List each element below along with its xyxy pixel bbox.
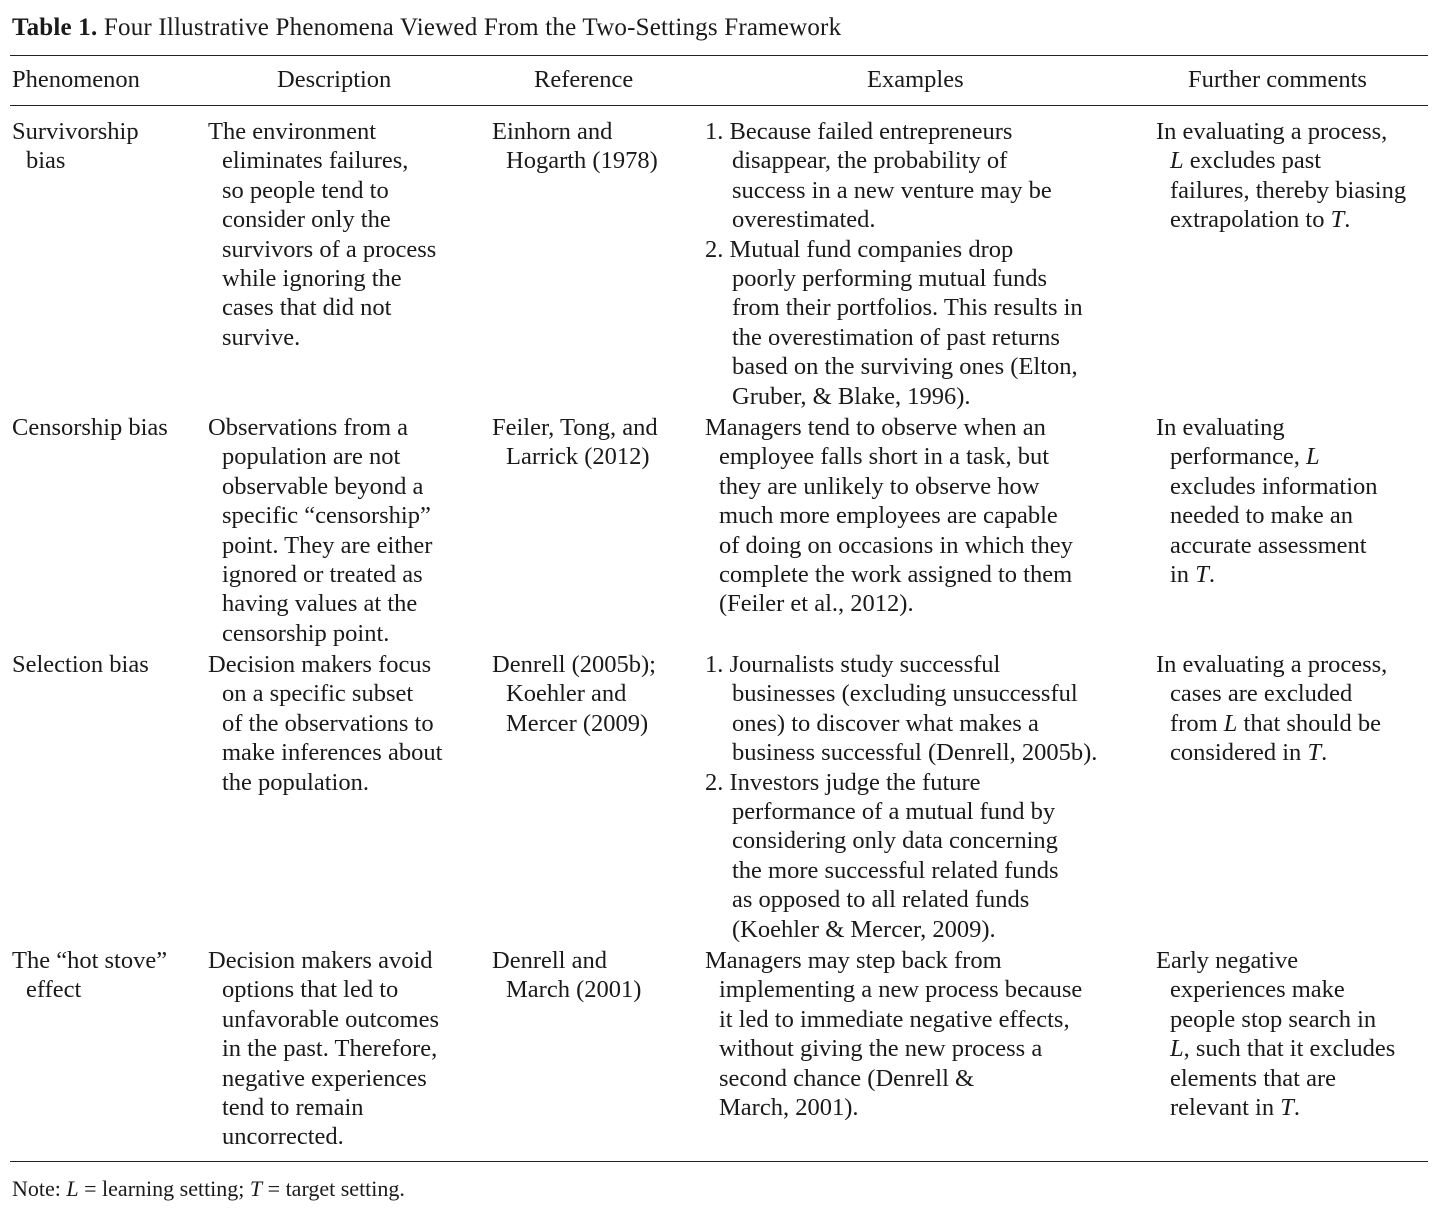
cell-line: Managers tend to observe when an <box>705 414 1046 441</box>
cell-line: in the past. Therefore, <box>222 1035 438 1063</box>
phenomenon-cell <box>12 413 168 442</box>
cell-line: elements that are <box>1170 1064 1336 1092</box>
cell-line: employee falls short in a task, but <box>719 443 1049 471</box>
cell-line: on a specific subset <box>222 680 414 708</box>
cell-line: Feiler, Tong, and <box>492 414 658 441</box>
math-variable: L <box>66 1176 79 1201</box>
example-line: poorly performing mutual funds <box>732 265 1048 293</box>
cell-line: L excludes past <box>1170 147 1322 175</box>
phenomenon-cell <box>12 650 149 679</box>
cell-line: cases are excluded <box>1170 680 1353 708</box>
description-cell <box>208 117 436 352</box>
cell-line: survivors of a process <box>222 235 437 263</box>
example-line: ones) to discover what makes a <box>732 709 1039 737</box>
cell-line: while ignoring the <box>222 265 402 293</box>
math-variable: T <box>249 1176 263 1201</box>
example-line: disappear, the probability of <box>732 147 1008 175</box>
cell-line: Denrell and <box>492 947 607 974</box>
comments-cell <box>1156 946 1395 1122</box>
phenomenon-cell <box>12 946 167 1005</box>
cell-line: options that led to <box>222 976 399 1004</box>
reference-cell <box>492 946 641 1005</box>
example-line: overestimated. <box>732 206 876 234</box>
math-variable: T <box>1330 206 1345 234</box>
cell-line: ignored or treated as <box>222 561 423 589</box>
comments-cell <box>1156 117 1406 235</box>
cell-line: extrapolation to T. <box>1170 206 1351 234</box>
cell-line: March, 2001). <box>719 1094 859 1122</box>
header-phenomenon: Phenomenon <box>12 66 140 93</box>
example-line: (Koehler & Mercer, 2009). <box>732 915 996 943</box>
cell-line: second chance (Denrell & <box>719 1064 975 1092</box>
phenomenon-cell <box>12 117 139 176</box>
cell-line: In evaluating a process, <box>1156 118 1388 145</box>
cell-line: Larrick (2012) <box>506 443 650 471</box>
cell-line: implementing a new process because <box>719 976 1083 1004</box>
bottom-rule <box>10 1161 1428 1162</box>
header-further-comments: Further comments <box>1188 66 1367 93</box>
cell-line: The environment <box>208 118 377 145</box>
example-line: 2. Investors judge the future <box>705 768 981 796</box>
cell-line: accurate assessment <box>1170 531 1367 559</box>
example-line: performance of a mutual fund by <box>732 798 1056 826</box>
cell-line: having values at the <box>222 590 418 618</box>
example-line: from their portfolios. This results in <box>732 294 1083 322</box>
math-variable: L <box>1170 1035 1184 1063</box>
cell-line: Decision makers focus <box>208 651 432 678</box>
math-variable: L <box>1170 147 1184 175</box>
cell-line: experiences make <box>1170 976 1345 1004</box>
header-description: Description <box>277 66 392 93</box>
examples-cell <box>705 117 1083 411</box>
cell-line: excludes information <box>1170 472 1378 500</box>
reference-cell <box>492 650 656 738</box>
example-line: 2. Mutual fund companies drop <box>705 235 1014 263</box>
cell-line: it led to immediate negative effects, <box>719 1005 1070 1033</box>
cell-line: March (2001) <box>506 976 642 1004</box>
table-title: Four Illustrative Phenomena Viewed From the Two-Settings Framework <box>103 14 842 41</box>
examples-cell <box>705 946 1082 1122</box>
header-rule <box>10 105 1428 106</box>
comments-cell <box>1156 650 1387 768</box>
cell-line: considered in T. <box>1170 739 1328 767</box>
description-cell <box>208 946 439 1152</box>
cell-line: uncorrected. <box>222 1123 344 1151</box>
math-variable: T <box>1195 561 1209 589</box>
cell-line: relevant in T. <box>1170 1094 1300 1122</box>
math-variable: L <box>1223 709 1238 737</box>
description-cell <box>208 413 432 648</box>
examples-cell <box>705 650 1097 944</box>
cell-line: specific “censorship” <box>222 502 431 530</box>
cell-line: censorship point. <box>222 619 390 647</box>
cell-line: Observations from a <box>208 414 409 441</box>
example-line: Gruber, & Blake, 1996). <box>732 382 971 410</box>
example-line: the more successful related funds <box>732 856 1059 884</box>
cell-line: negative experiences <box>222 1064 427 1092</box>
cell-line: In evaluating a process, <box>1156 651 1388 678</box>
cell-line: consider only the <box>222 206 391 234</box>
example-line: businesses (excluding unsuccessful <box>732 680 1078 708</box>
cell-line: eliminates failures, <box>222 147 409 175</box>
cell-line: observable beyond a <box>222 472 424 500</box>
reference-cell <box>492 117 658 176</box>
cell-line: (Feiler et al., 2012). <box>719 590 914 618</box>
example-line: success in a new venture may be <box>732 176 1052 204</box>
cell-line: In evaluating <box>1156 414 1285 441</box>
example-line: considering only data concerning <box>732 827 1058 855</box>
top-rule <box>10 55 1428 56</box>
cell-line: needed to make an <box>1170 502 1353 530</box>
cell-line: tend to remain <box>222 1094 364 1122</box>
cell-line: Mercer (2009) <box>506 709 649 737</box>
cell-line: complete the work assigned to them <box>719 561 1073 589</box>
cell-line: in T. <box>1170 561 1215 589</box>
table-label: Table 1. <box>12 14 98 41</box>
cell-line: point. They are either <box>222 531 433 559</box>
cell-line: Denrell (2005b); <box>492 651 656 678</box>
cell-line: Decision makers avoid <box>208 947 433 974</box>
cell-line: of doing on occasions in which they <box>719 531 1073 559</box>
cell-line: from L that should be <box>1170 709 1381 737</box>
cell-line: much more employees are capable <box>719 502 1058 530</box>
cell-line: they are unlikely to observe how <box>719 472 1040 500</box>
cell-line: L, such that it excludes <box>1170 1035 1396 1063</box>
cell-line: Selection bias <box>12 651 149 678</box>
reference-cell <box>492 413 658 472</box>
cell-line: Survivorship <box>12 118 139 145</box>
example-line: based on the surviving ones (Elton, <box>732 353 1078 381</box>
example-line: as opposed to all related funds <box>732 886 1030 914</box>
cell-line: effect <box>26 976 82 1004</box>
example-line: 1. Because failed entrepreneurs <box>705 118 1013 145</box>
cell-line: population are not <box>222 443 401 471</box>
example-line: 1. Journalists study successful <box>705 651 1001 678</box>
math-variable: T <box>1307 739 1322 767</box>
cell-line: people stop search in <box>1170 1005 1377 1033</box>
cell-line: Koehler and <box>506 680 627 708</box>
cell-line: bias <box>26 147 66 175</box>
example-line: business successful (Denrell, 2005b). <box>732 739 1098 767</box>
header-examples: Examples <box>867 66 964 93</box>
cell-line: failures, thereby biasing <box>1170 176 1407 204</box>
cell-line: without giving the new process a <box>719 1035 1043 1063</box>
header-reference: Reference <box>534 66 634 93</box>
cell-line: Managers may step back from <box>705 947 1002 974</box>
cell-line: Hogarth (1978) <box>506 147 658 175</box>
table-note: Note: L = learning setting; T = target setting. <box>12 1176 405 1201</box>
cell-line: the population. <box>222 768 369 796</box>
cell-line: unfavorable outcomes <box>222 1005 440 1033</box>
math-variable: T <box>1280 1094 1294 1122</box>
cell-line: so people tend to <box>222 176 389 204</box>
table-caption <box>12 14 841 42</box>
cell-line: of the observations to <box>222 709 434 737</box>
description-cell <box>208 650 442 797</box>
cell-line: Censorship bias <box>12 414 168 441</box>
math-variable: L <box>1306 443 1320 471</box>
example-line: the overestimation of past returns <box>732 323 1060 351</box>
cell-line: The “hot stove” <box>12 947 168 974</box>
cell-line: survive. <box>222 323 301 351</box>
examples-cell <box>705 413 1073 619</box>
cell-line: performance, L <box>1170 443 1320 471</box>
cell-line: Early negative <box>1156 947 1299 974</box>
cell-line: make inferences about <box>222 739 443 767</box>
cell-line: Einhorn and <box>492 118 613 145</box>
cell-line: cases that did not <box>222 294 392 322</box>
comments-cell <box>1156 413 1378 589</box>
